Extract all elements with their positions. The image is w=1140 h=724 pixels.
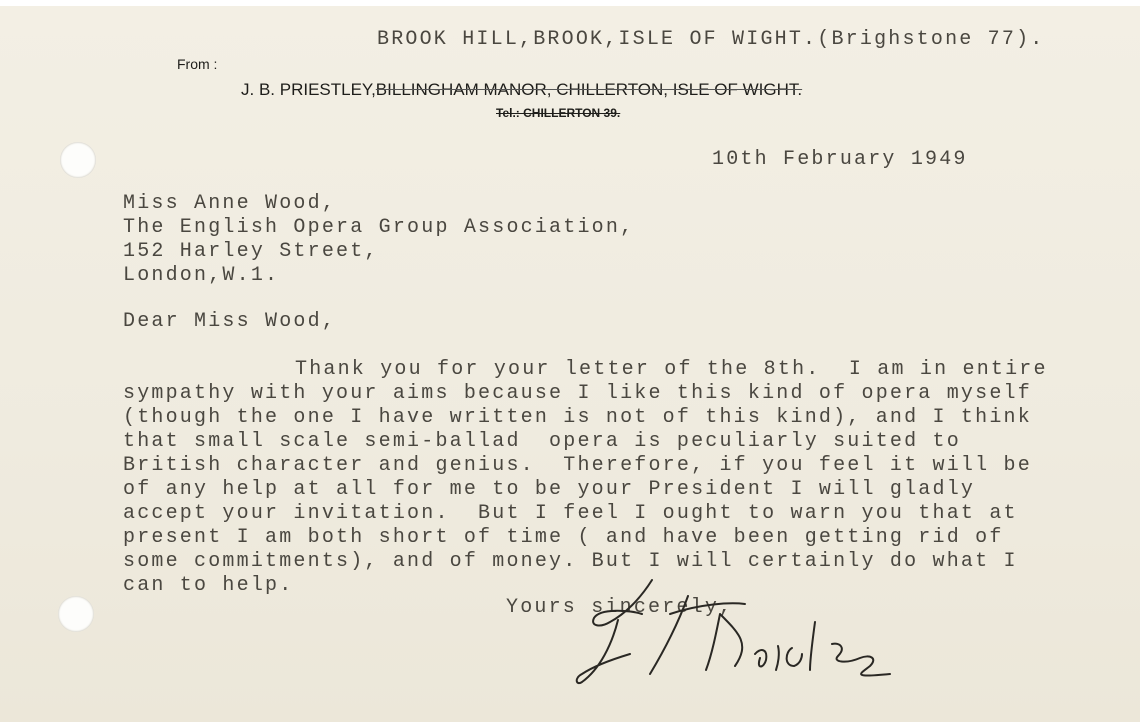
handwritten-signature [570,574,900,694]
letter-page [0,6,1140,722]
address-line: The English Opera Group Association, [123,216,635,239]
body-line: can to help. [123,574,294,597]
address-line: London,W.1. [123,264,280,287]
letter-date: 10th February 1949 [712,148,968,171]
body-line: of any help at all for me to be your President I will gladly [123,478,976,501]
letterhead-line [241,80,802,100]
closing: Yours sincerely, [506,596,734,619]
address-line: Miss Anne Wood, [123,192,337,215]
body-line: some commitments), and of money. But I will certainly do what I [123,550,1018,573]
salutation: Dear Miss Wood, [123,310,337,333]
body-line: accept your invitation. But I feel I ought to warn you that at [123,502,1018,525]
from-label: From : [177,56,218,72]
struck-telephone: Tel.: CHILLERTON 39. [496,106,621,120]
body-line: (though the one I have written is not of this kind), and I think [123,406,1032,429]
address-line: 152 Harley Street, [123,240,379,263]
typed-address: BROOK HILL,BROOK,ISLE OF WIGHT.(Brighstone 77). [377,28,1045,51]
body-line: British character and genius. Therefore, if you feel it will be [123,454,1032,477]
struck-address: BILLINGHAM MANOR, CHILLERTON, ISLE OF WIGHT. [375,80,803,99]
body-line: that small scale semi-ballad opera is peculiarly suited to [123,430,961,453]
body-line: sympathy with your aims because I like this kind of opera myself [123,382,1032,405]
sender-name: J. B. PRIESTLEY, [241,80,376,99]
punch-hole [60,142,96,178]
body-line: Thank you for your letter of the 8th. I am in entire [295,358,1048,381]
punch-hole [58,596,94,632]
body-line: present I am both short of time ( and have been getting rid of [123,526,1004,549]
